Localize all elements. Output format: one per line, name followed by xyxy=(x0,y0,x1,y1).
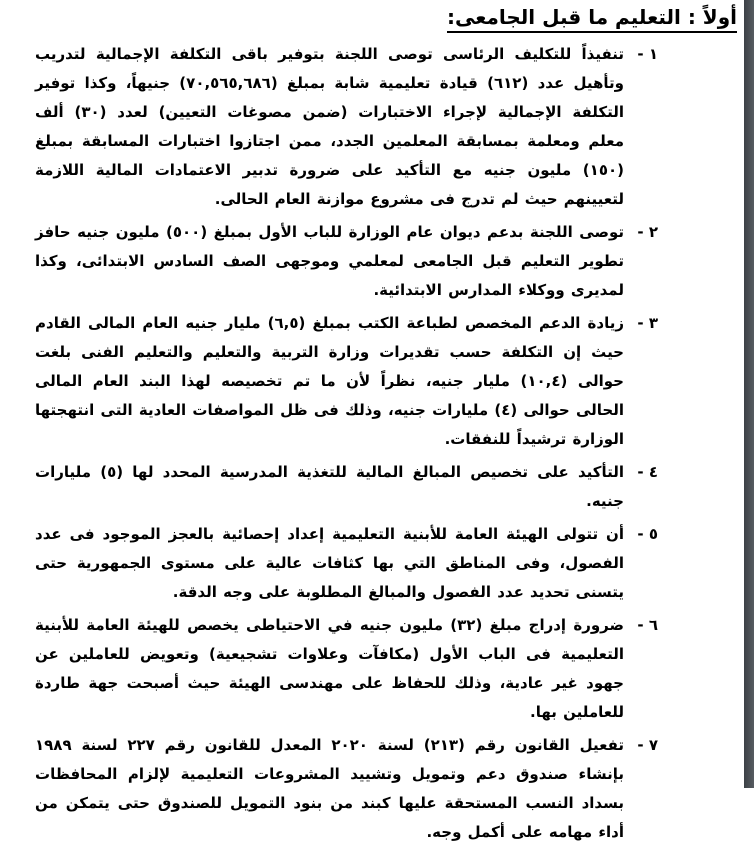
item-text: زيادة الدعم المخصص لطباعة الكتب بمبلغ (٦,٥) مليار جنيه العام المالى القادم حيث إن التكلفة حسب تقديرات وزارة التربية والتعليم والتعليم الفنى بلغت حوالى (١٠,٤) مليار جنيه، نظراً لأن ما تم تخصيصه لهذا البند العام المالى الحالى حوالى (٤) مليارات جنيه، وذلك فى ظل المواصفات العادية التى انتهجتها الوزارة ترشيداً للنفقات. xyxy=(35,314,624,448)
item-number: ٥ - xyxy=(637,525,658,543)
item-text: ضرورة إدراج مبلغ (٣٢) مليون جنيه في الاحتياطى يخصص للهيئة العامة للأبنية التعليمية فى الباب الأول (مكافآت وعلاوات تشجيعية) وتعويض للعاملين عن جهود غير عادية، وذلك للحفاظ على مهندسى الهيئة حيث أصبحت جهة طاردة للعاملين بها. xyxy=(35,616,624,721)
item-text: التأكيد على تخصيص المبالغ المالية للتغذية المدرسية المحدد لها (٥) مليارات جنيه. xyxy=(35,463,625,510)
item-number: ٣ - xyxy=(637,314,658,332)
item-text: أن تتولى الهيئة العامة للأبنية التعليمية إعداد إحصائية بالعجز الموجود فى عدد الفصول، وفى المناطق التي بها كثافات عالية على مستوى الجمهورية حتى يتسنى تحديد عدد الفصول والمبالغ المطلوبة على وجه الدقة. xyxy=(35,525,624,601)
page-title: أولاً : التعليم ما قبل الجامعى: xyxy=(447,4,737,33)
item-number: ٢ - xyxy=(637,223,658,241)
list-item xyxy=(35,520,658,607)
item-number: ١ - xyxy=(637,45,658,63)
list-item xyxy=(35,731,658,847)
item-number: ٦ - xyxy=(637,616,658,634)
ordered-list xyxy=(35,40,658,847)
item-text: تفعيل القانون رقم (٢١٣) لسنة ٢٠٢٠ المعدل للقانون رقم ٢٢٧ لسنة ١٩٨٩ بإنشاء صندوق دعم وتمويل وتشييد المشروعات التعليمية لإلزام المحافظات بسداد النسب المستحقة عليها كبند من بنود التمويل للصندوق حتى يتمكن من أداء مهامه على أكمل وجه. xyxy=(35,736,624,841)
item-number: ٧ - xyxy=(637,736,658,754)
item-number: ٤ - xyxy=(637,463,658,481)
list-item xyxy=(35,218,658,305)
list-item xyxy=(35,309,658,454)
viewer-edge-strip xyxy=(744,0,754,788)
title-row xyxy=(0,4,754,33)
item-text: تنفيذاً للتكليف الرئاسى توصى اللجنة بتوفير باقى التكلفة الإجمالية لتدريب وتأهيل عدد (٦١٢) قيادة تعليمية شابة بمبلغ (٧٠,٥٦٥,٦٨٦) جنيهاً، وكذا توفير التكلفة الإجمالية لإجراء الاختبارات (ضمن مصوغات التعيين) لعدد (٣٠) ألف معلم ومعلمة بمسابقة المعلمين الجدد، ممن اجتازوا اختبارات المسابقة بمبلغ (١٥٠) مليون جنيه مع التأكيد على ضرورة تدبير الاعتمادات المالية اللازمة لتعيينهم حيث لم تدرج فى مشروع موازنة العام الحالى. xyxy=(35,45,625,208)
list-item xyxy=(35,611,658,727)
list-item xyxy=(35,40,658,214)
list-item xyxy=(35,458,658,516)
item-text: توصى اللجنة بدعم ديوان عام الوزارة للباب الأول بمبلغ (٥٠٠) مليون جنيه حافز تطوير التعليم قبل الجامعى لمعلمي وموجهى الصف السادس الابتدائى، وكذا لمديرى ووكلاء المدارس الابتدائية. xyxy=(35,223,624,299)
